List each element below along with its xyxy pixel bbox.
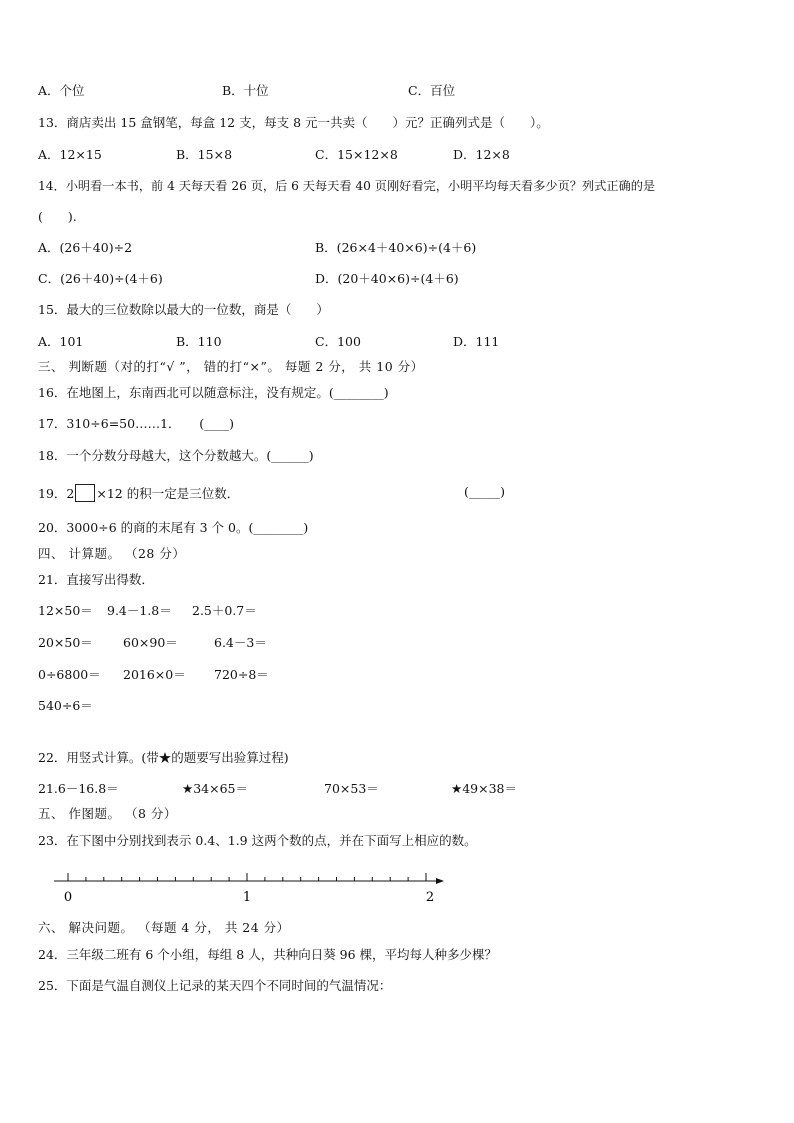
section-4-heading: 四、 计算题。 （28 分） <box>38 546 186 561</box>
q13-option-c: C．15×12×8 <box>315 147 398 162</box>
q21-stem: 21．直接写出得数． <box>38 572 154 587</box>
q21-item: 20×50＝ <box>38 635 93 650</box>
q15-option-b: B．110 <box>176 334 222 349</box>
number-line <box>0 868 794 908</box>
axis-label-2: 2 <box>425 890 435 905</box>
q21-item: 2.5＋0.7＝ <box>192 603 257 618</box>
q19-blank: (_____) <box>464 484 506 499</box>
q19-digit-box[interactable] <box>75 484 95 502</box>
number-line-ticks <box>68 873 426 881</box>
q14-option-a: A．(26＋40)÷2 <box>38 240 133 255</box>
q25: 25．下面是气温自测仪上记录的某天四个不同时间的气温情况： <box>38 978 392 993</box>
q19-text: ×12 的积一定是三位数． <box>96 486 240 501</box>
q21-item: 720÷8＝ <box>214 667 269 682</box>
q20: 20．3000÷6 的商的末尾有 3 个 0。(________) <box>38 520 309 535</box>
q22-item: ★34×65＝ <box>182 781 248 796</box>
q16: 16．在地图上，东南西北可以随意标注，没有规定。(________) <box>38 385 389 400</box>
q14-stem-cont: ( ). <box>38 209 77 224</box>
q17: 17．310÷6=50……1． (____) <box>38 416 235 431</box>
q18: 18．一个分数分母越大，这个分数越大。(______) <box>38 448 314 463</box>
q13-option-b: B．15×8 <box>176 147 233 162</box>
q15-option-d: D．111 <box>453 334 500 349</box>
q23-stem: 23．在下图中分别找到表示 0.4、1.9 这两个数的点，并在下面写上相应的数。 <box>38 833 477 848</box>
q15-stem: 15．最大的三位数除以最大的一位数，商是（ ） <box>38 302 329 317</box>
number-line-arrow <box>436 878 444 884</box>
q12-option-c: C．百位 <box>408 83 456 98</box>
q12-option-a: A．个位 <box>38 83 85 98</box>
q19-prefix: 19．2 <box>38 486 75 501</box>
q13-option-d: D．12×8 <box>453 147 510 162</box>
q21-item: 12×50＝ <box>38 603 93 618</box>
q21-item: 6.4－3＝ <box>214 635 267 650</box>
q14-option-c: C．(26＋40)÷(4＋6) <box>38 271 163 286</box>
q13-stem: 13．商店卖出 15 盒钢笔，每盒 12 支，每支 8 元一共卖（ ）元？正确列式是（ ）。 <box>38 115 549 130</box>
q21-item: 0÷6800＝ <box>38 667 101 682</box>
q19 <box>38 484 239 502</box>
q21-item: 9.4－1.8＝ <box>107 603 172 618</box>
q22-stem: 22．用竖式计算。(带★的题要写出验算过程) <box>38 750 289 765</box>
q21-item: 2016×0＝ <box>123 667 186 682</box>
q14-option-d: D．(20＋40×6)÷(4＋6) <box>315 271 459 286</box>
axis-label-1: 1 <box>242 890 252 905</box>
q15-option-a: A．101 <box>38 334 84 349</box>
q22-item: ★49×38＝ <box>451 781 517 796</box>
section-6-heading: 六、 解决问题。 （每题 4 分， 共 24 分） <box>38 920 290 935</box>
q13-option-a: A．12×15 <box>38 147 102 162</box>
section-3-heading: 三、 判断题（对的打“√ ”， 错的打“×”。 每题 2 分， 共 10 分） <box>38 359 424 374</box>
q12-option-b: B．十位 <box>222 83 269 98</box>
q14-stem: 14．小明看一本书，前 4 天每天看 26 页，后 6 天每天看 40 页刚好看完，小明平均每天看多少页？列式正确的是 <box>38 179 656 193</box>
q21-item: 540÷6＝ <box>38 698 93 713</box>
q14-option-b: B．(26×4＋40×6)÷(4＋6) <box>315 240 477 255</box>
q21-item: 60×90＝ <box>123 635 178 650</box>
q22-item: 70×53＝ <box>324 781 379 796</box>
q22-item: 21.6－16.8＝ <box>38 781 119 796</box>
q24: 24．三年级二班有 6 个小组，每组 8 人，共种向日葵 96 棵，平均每人种多少棵？ <box>38 947 498 962</box>
axis-label-0: 0 <box>63 890 73 905</box>
q15-option-c: C．100 <box>315 334 361 349</box>
section-5-heading: 五、 作图题。 （8 分） <box>38 806 177 821</box>
